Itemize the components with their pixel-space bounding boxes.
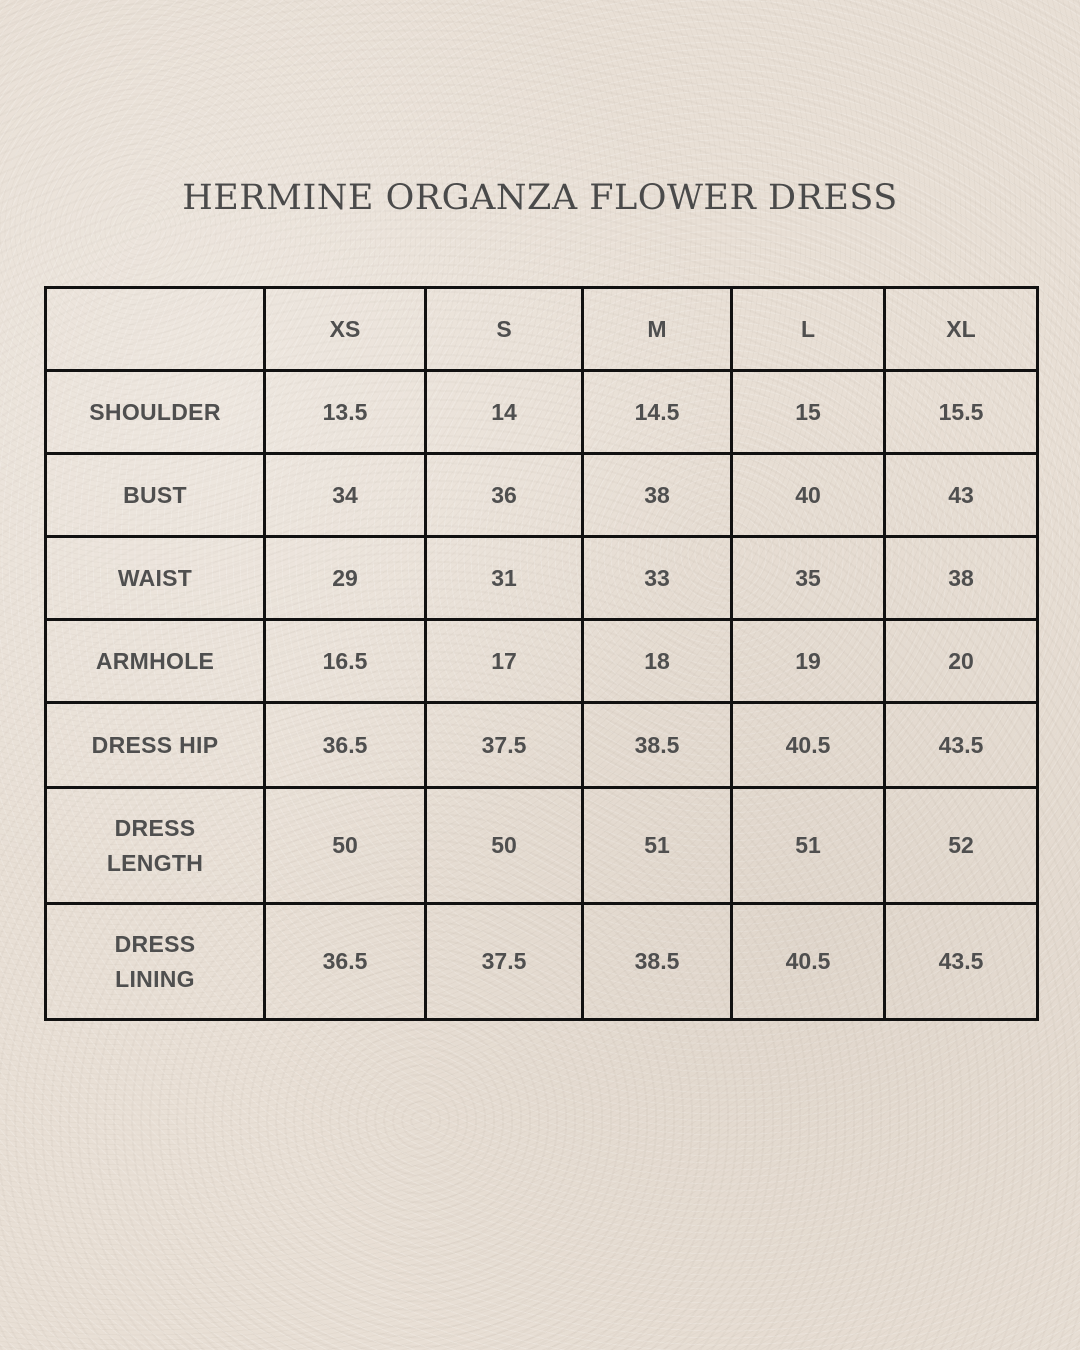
- table-cell: 15: [732, 371, 885, 454]
- table-cell: 38: [885, 537, 1038, 620]
- table-cell: 40.5: [732, 703, 885, 788]
- table-cell: 29: [265, 537, 426, 620]
- table-header-row: [46, 288, 1038, 371]
- table-cell: 36: [426, 454, 583, 537]
- table-cell: 14: [426, 371, 583, 454]
- table-row-bust: [46, 454, 1038, 537]
- page-title: HERMINE ORGANZA FLOWER DRESS: [182, 178, 898, 218]
- table-cell: 40.5: [732, 904, 885, 1020]
- table-cell: 50: [426, 788, 583, 904]
- row-label: [46, 788, 265, 904]
- row-label-line: LINING: [115, 965, 195, 992]
- table-cell: 43: [885, 454, 1038, 537]
- table-cell: 18: [583, 620, 732, 703]
- table-cell: 33: [583, 537, 732, 620]
- row-label: [46, 904, 265, 1020]
- row-label-line: LENGTH: [106, 849, 204, 876]
- row-label: BUST: [46, 454, 265, 537]
- table-cell: 20: [885, 620, 1038, 703]
- table-cell: 36.5: [265, 703, 426, 788]
- row-label: ARMHOLE: [46, 620, 265, 703]
- row-label: DRESS HIP: [46, 703, 265, 788]
- table-cell: 16.5: [265, 620, 426, 703]
- column-header-m: M: [583, 288, 732, 371]
- column-header-s: S: [426, 288, 583, 371]
- table-cell: 38: [583, 454, 732, 537]
- table-cell: 13.5: [265, 371, 426, 454]
- corner-cell: [46, 288, 265, 371]
- table-cell: 17: [426, 620, 583, 703]
- table-cell: 35: [732, 537, 885, 620]
- table-cell: 52: [885, 788, 1038, 904]
- table-cell: 37.5: [426, 904, 583, 1020]
- table-row-armhole: [46, 620, 1038, 703]
- table-cell: 38.5: [583, 904, 732, 1020]
- table-row-dress-hip: [46, 703, 1038, 788]
- row-label-line: DRESS: [114, 930, 196, 957]
- table-cell: 15.5: [885, 371, 1038, 454]
- table-cell: 51: [583, 788, 732, 904]
- column-header-xl: XL: [885, 288, 1038, 371]
- table-cell: 14.5: [583, 371, 732, 454]
- row-label: SHOULDER: [46, 371, 265, 454]
- table-cell: 40: [732, 454, 885, 537]
- table-row-waist: [46, 537, 1038, 620]
- size-chart-table: [44, 286, 1039, 1021]
- table-row-dress-length: [46, 788, 1038, 904]
- table-cell: 38.5: [583, 703, 732, 788]
- column-header-l: L: [732, 288, 885, 371]
- column-header-xs: XS: [265, 288, 426, 371]
- row-label-line: DRESS: [114, 814, 196, 841]
- table-cell: 34: [265, 454, 426, 537]
- table-cell: 43.5: [885, 904, 1038, 1020]
- table-row-shoulder: [46, 371, 1038, 454]
- table-cell: 51: [732, 788, 885, 904]
- table-cell: 50: [265, 788, 426, 904]
- table-cell: 43.5: [885, 703, 1038, 788]
- table-cell: 19: [732, 620, 885, 703]
- table-cell: 31: [426, 537, 583, 620]
- table-row-dress-lining: [46, 904, 1038, 1020]
- table-cell: 36.5: [265, 904, 426, 1020]
- table-cell: 37.5: [426, 703, 583, 788]
- row-label: WAIST: [46, 537, 265, 620]
